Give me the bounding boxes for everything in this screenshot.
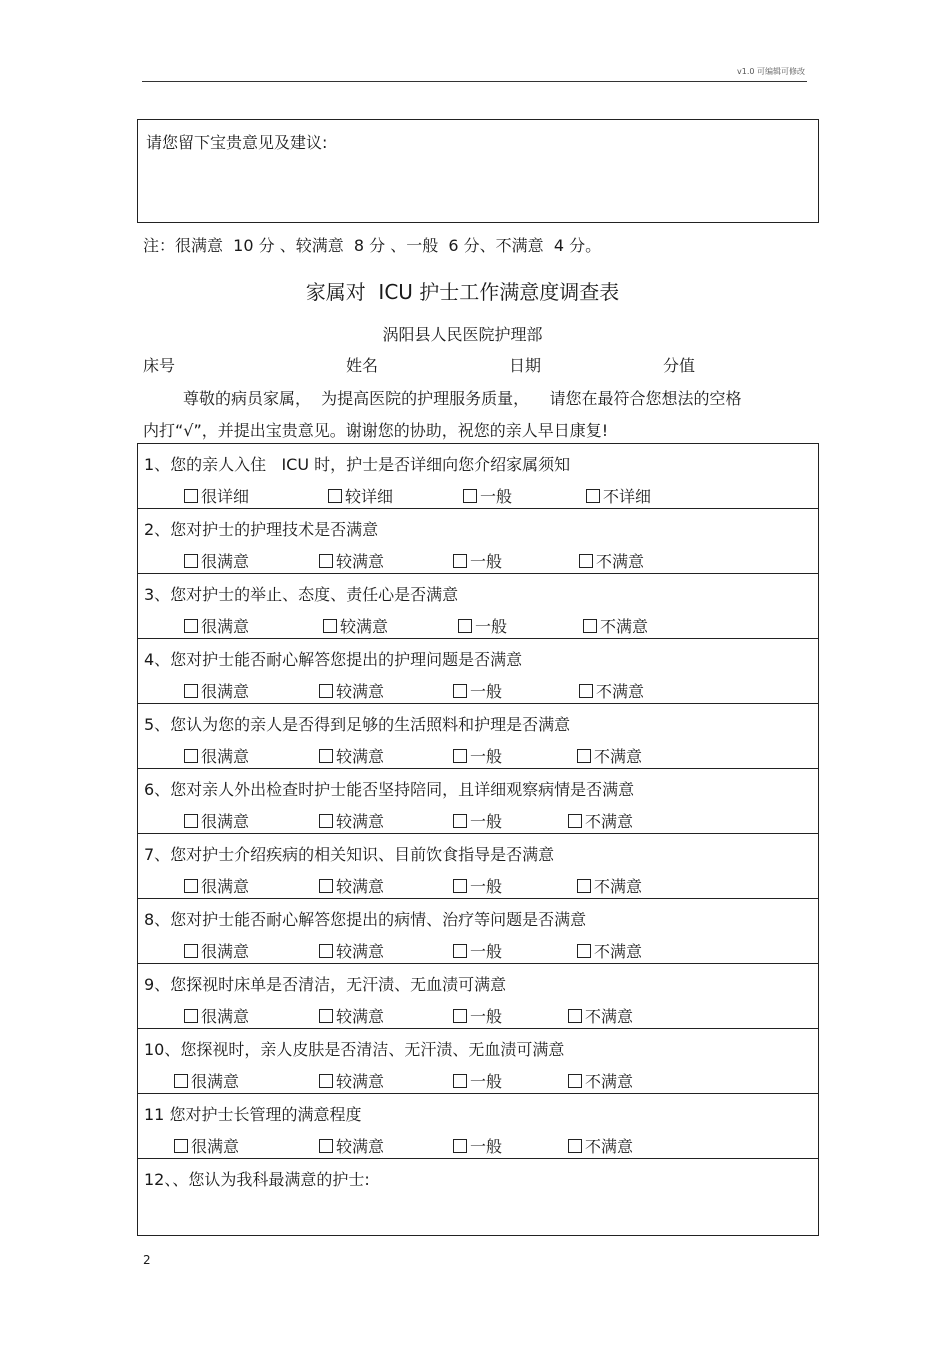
- checkbox[interactable]: [583, 619, 597, 633]
- scoring-note: 注：很满意 10 分 、较满意 8 分 、一般 6 分、不满意 4 分。: [143, 236, 602, 255]
- option-label: 一般: [470, 1007, 503, 1026]
- option-label: 不满意: [585, 1072, 634, 1091]
- option-label: 较满意: [336, 812, 385, 831]
- question-row: [138, 639, 818, 704]
- answer-option[interactable]: [184, 939, 249, 962]
- checkbox[interactable]: [577, 944, 591, 958]
- option-label: 不详细: [603, 487, 652, 506]
- answer-option[interactable]: [319, 1004, 384, 1027]
- score-field[interactable]: 分值: [663, 356, 696, 375]
- answer-option[interactable]: [579, 549, 644, 572]
- department-subtitle: 涡阳县人民医院护理部: [382, 325, 543, 344]
- checkbox[interactable]: [319, 684, 333, 698]
- survey-title: 家属对 ICU 护士工作满意度调查表: [305, 280, 620, 304]
- answer-option[interactable]: [184, 614, 249, 637]
- answer-option[interactable]: [319, 679, 384, 702]
- answer-option[interactable]: [323, 614, 388, 637]
- question-row: [138, 509, 818, 574]
- checkbox[interactable]: [184, 684, 198, 698]
- answer-option[interactable]: [453, 1134, 502, 1157]
- answer-option[interactable]: [583, 614, 648, 637]
- question-row: [138, 964, 818, 1029]
- question-row: [138, 1029, 818, 1094]
- option-label: 很满意: [201, 877, 250, 896]
- answer-option[interactable]: [184, 809, 249, 832]
- answer-option[interactable]: [184, 549, 249, 572]
- answer-option[interactable]: [319, 549, 384, 572]
- answer-option[interactable]: [174, 1069, 239, 1092]
- checkbox[interactable]: [453, 1009, 467, 1023]
- question-text: 10、您探视时，亲人皮肤是否清洁、无汗渍、无血渍可满意: [144, 1040, 565, 1059]
- option-label: 不满意: [594, 877, 643, 896]
- suggestion-box[interactable]: [137, 119, 819, 223]
- answer-option[interactable]: [184, 679, 249, 702]
- date-field[interactable]: 日期: [509, 356, 542, 375]
- option-label: 较满意: [336, 1007, 385, 1026]
- checkbox[interactable]: [319, 1009, 333, 1023]
- question-row: [138, 444, 818, 509]
- question-row: [138, 704, 818, 769]
- option-label: 很满意: [191, 1137, 240, 1156]
- checkbox[interactable]: [323, 619, 337, 633]
- answer-option[interactable]: [577, 874, 642, 897]
- answer-option[interactable]: [319, 1134, 384, 1157]
- answer-option[interactable]: [568, 809, 633, 832]
- header-divider: [142, 81, 807, 82]
- suggestion-label: 请您留下宝贵意见及建议:: [146, 133, 328, 152]
- checkbox[interactable]: [184, 619, 198, 633]
- question-text: 4、您对护士能否耐心解答您提出的护理问题是否满意: [144, 650, 523, 669]
- option-label: 一般: [480, 487, 513, 506]
- question-text: 2、您对护士的护理技术是否满意: [144, 520, 379, 539]
- option-label: 较满意: [336, 1072, 385, 1091]
- intro-line-2: 内打“√”，并提出宝贵意见。谢谢您的协助，祝您的亲人早日康复!: [143, 421, 609, 440]
- option-label: 一般: [470, 682, 503, 701]
- answer-option[interactable]: [568, 1134, 633, 1157]
- option-label: 较满意: [336, 877, 385, 896]
- checkbox[interactable]: [453, 1139, 467, 1153]
- option-label: 很详细: [201, 487, 250, 506]
- option-label: 一般: [470, 552, 503, 571]
- answer-option[interactable]: [586, 484, 651, 507]
- checkbox[interactable]: [453, 1074, 467, 1088]
- checkbox[interactable]: [453, 749, 467, 763]
- checkbox[interactable]: [568, 1009, 582, 1023]
- option-label: 不满意: [596, 682, 645, 701]
- bed-number-field[interactable]: 床号: [143, 356, 176, 375]
- option-label: 不满意: [585, 812, 634, 831]
- checkbox[interactable]: [453, 944, 467, 958]
- answer-option[interactable]: [453, 1069, 502, 1092]
- checkbox[interactable]: [319, 1074, 333, 1088]
- checkbox[interactable]: [319, 1139, 333, 1153]
- answer-option[interactable]: [568, 1069, 633, 1092]
- checkbox[interactable]: [568, 1139, 582, 1153]
- option-label: 较满意: [340, 617, 389, 636]
- option-label: 很满意: [201, 942, 250, 961]
- checkbox[interactable]: [577, 879, 591, 893]
- question-row: [138, 899, 818, 964]
- checkbox[interactable]: [184, 489, 198, 503]
- checkbox[interactable]: [319, 749, 333, 763]
- option-label: 很满意: [201, 1007, 250, 1026]
- checkbox[interactable]: [579, 554, 593, 568]
- option-label: 一般: [475, 617, 508, 636]
- answer-option[interactable]: [319, 874, 384, 897]
- checkbox[interactable]: [568, 1074, 582, 1088]
- option-label: 较满意: [336, 552, 385, 571]
- answer-option[interactable]: [579, 679, 644, 702]
- answer-option[interactable]: [319, 809, 384, 832]
- checkbox[interactable]: [174, 1074, 188, 1088]
- question-text: 11 您对护士长管理的满意程度: [144, 1105, 362, 1124]
- answer-option[interactable]: [319, 744, 384, 767]
- checkbox[interactable]: [174, 1139, 188, 1153]
- answer-option[interactable]: [453, 809, 502, 832]
- checkbox[interactable]: [458, 619, 472, 633]
- question-text: 6、您对亲人外出检查时护士能否坚持陪同，且详细观察病情是否满意: [144, 780, 635, 799]
- option-label: 不满意: [600, 617, 649, 636]
- checkbox[interactable]: [184, 749, 198, 763]
- question-row: [138, 769, 818, 834]
- option-label: 较满意: [336, 942, 385, 961]
- option-label: 一般: [470, 1072, 503, 1091]
- checkbox[interactable]: [453, 879, 467, 893]
- option-label: 一般: [470, 877, 503, 896]
- answer-option[interactable]: [577, 744, 642, 767]
- option-label: 一般: [470, 1137, 503, 1156]
- option-label: 不满意: [594, 747, 643, 766]
- checkbox[interactable]: [319, 814, 333, 828]
- option-label: 一般: [470, 942, 503, 961]
- option-label: 不满意: [585, 1137, 634, 1156]
- answer-option[interactable]: [453, 549, 502, 572]
- checkbox[interactable]: [184, 814, 198, 828]
- answer-option[interactable]: [568, 1004, 633, 1027]
- checkbox[interactable]: [319, 944, 333, 958]
- checkbox[interactable]: [453, 554, 467, 568]
- answer-option[interactable]: [319, 939, 384, 962]
- option-label: 一般: [470, 747, 503, 766]
- checkbox[interactable]: [453, 684, 467, 698]
- answer-option[interactable]: [184, 874, 249, 897]
- checkbox[interactable]: [568, 814, 582, 828]
- option-label: 一般: [470, 812, 503, 831]
- checkbox[interactable]: [184, 879, 198, 893]
- answer-option[interactable]: [184, 744, 249, 767]
- question-table: [137, 443, 819, 1236]
- option-label: 较详细: [345, 487, 394, 506]
- checkbox[interactable]: [184, 1009, 198, 1023]
- checkbox[interactable]: [319, 879, 333, 893]
- option-label: 很满意: [201, 682, 250, 701]
- answer-option[interactable]: [184, 484, 249, 507]
- checkbox[interactable]: [319, 554, 333, 568]
- answer-option[interactable]: [463, 484, 512, 507]
- answer-option[interactable]: [319, 1069, 384, 1092]
- option-label: 很满意: [201, 552, 250, 571]
- question-text: 9、您探视时床单是否清洁，无汗渍、无血渍可满意: [144, 975, 507, 994]
- header-version-note: v1.0 可编辑可修改: [737, 67, 805, 76]
- answer-option[interactable]: [577, 939, 642, 962]
- question-text: 12、、您认为我科最满意的护士:: [144, 1170, 370, 1189]
- question-row: [138, 834, 818, 899]
- option-label: 很满意: [191, 1072, 240, 1091]
- answer-option[interactable]: [453, 744, 502, 767]
- intro-line-1: 尊敬的病员家属， 为提高医院的护理服务质量， 请您在最符合您想法的空格: [183, 389, 742, 408]
- option-label: 不满意: [596, 552, 645, 571]
- answer-option[interactable]: [453, 939, 502, 962]
- answer-option[interactable]: [174, 1134, 239, 1157]
- question-text: 1、您的亲人入住 ICU 时，护士是否详细向您介绍家属须知: [144, 455, 571, 474]
- question-row: [138, 574, 818, 639]
- name-field[interactable]: 姓名: [346, 356, 379, 375]
- question-text: 5、您认为您的亲人是否得到足够的生活照料和护理是否满意: [144, 715, 571, 734]
- answer-option[interactable]: [458, 614, 507, 637]
- question-row: [138, 1094, 818, 1159]
- option-label: 较满意: [336, 747, 385, 766]
- option-label: 不满意: [594, 942, 643, 961]
- option-label: 不满意: [585, 1007, 634, 1026]
- checkbox[interactable]: [184, 944, 198, 958]
- option-label: 很满意: [201, 812, 250, 831]
- question-row: [138, 1159, 818, 1235]
- question-text: 3、您对护士的举止、态度、责任心是否满意: [144, 585, 459, 604]
- answer-option[interactable]: [453, 679, 502, 702]
- answer-option[interactable]: [453, 874, 502, 897]
- answer-option[interactable]: [328, 484, 393, 507]
- checkbox[interactable]: [463, 489, 477, 503]
- option-label: 较满意: [336, 1137, 385, 1156]
- option-label: 很满意: [201, 617, 250, 636]
- checkbox[interactable]: [453, 814, 467, 828]
- page-number: 2: [143, 1253, 151, 1267]
- option-label: 很满意: [201, 747, 250, 766]
- question-text: 7、您对护士介绍疾病的相关知识、目前饮食指导是否满意: [144, 845, 555, 864]
- checkbox[interactable]: [586, 489, 600, 503]
- checkbox[interactable]: [579, 684, 593, 698]
- checkbox[interactable]: [577, 749, 591, 763]
- checkbox[interactable]: [184, 554, 198, 568]
- answer-option[interactable]: [453, 1004, 502, 1027]
- checkbox[interactable]: [328, 489, 342, 503]
- option-label: 较满意: [336, 682, 385, 701]
- answer-option[interactable]: [184, 1004, 249, 1027]
- question-text: 8、您对护士能否耐心解答您提出的病情、治疗等问题是否满意: [144, 910, 587, 929]
